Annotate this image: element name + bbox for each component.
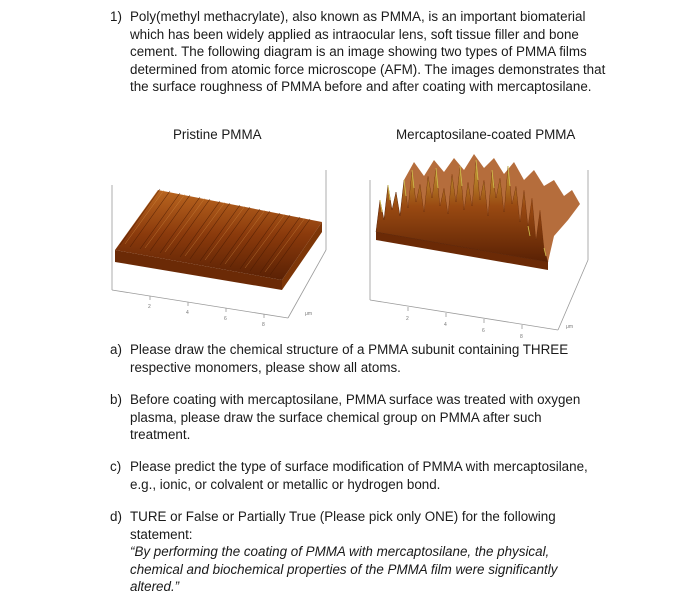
ticks-left [150,296,264,318]
part-text: Before coating with mercaptosilane, PMMA surface was treated with oxygen plasma, please draw the surface chemical group on PMMA after such treatment. [130,392,581,443]
part-quote: “By performing the coating of PMMA with mercaptosilane, the physical, chemical and biochemical properties of the PMMA film were significantly altered.” [130,544,558,595]
ticks-right [408,307,522,329]
tick-label: 4 [186,310,189,316]
tick-label: 8 [520,334,523,340]
part-label: b) [110,392,122,407]
tick-label: 4 [444,322,447,328]
tick-label: 2 [406,316,409,322]
question-text: Poly(methyl methacrylate), also known as PMMA, is an important biomaterial which has been widely applied as intraocular lens, soft tissue filler and bone cement. The following diagram is an image showing two types of PMMA films determined from atomic force microscope (AFM). The images demonstrates that the surface roughness of PMMA before and after coating with mercaptosilane. [130,9,606,95]
caption-coated: Mercaptosilane-coated PMMA [396,127,576,142]
part-label: c) [110,459,122,474]
part-text: Please draw the chemical structure of a PMMA subunit containing THREE respective monomers, please show all atoms. [130,342,569,375]
part-label: d) [110,509,122,524]
part-text: TURE or False or Partially True (Please pick only ONE) for the following statement: [130,509,556,542]
tick-label: 2 [148,304,151,310]
afm-image-coated [358,140,598,340]
axis-unit: μm [566,324,574,330]
question-number: 1) [110,9,122,24]
tick-label: 8 [262,322,265,328]
axis-unit: μm [305,311,313,317]
part-text: Please predict the type of surface modification of PMMA with mercaptosilane, e.g., ionic, or colvalent or metallic or hydrogen bond. [130,459,588,492]
caption-pristine: Pristine PMMA [173,127,262,142]
tick-label: 6 [482,328,485,334]
part-label: a) [110,342,122,357]
afm-image-pristine [100,140,340,330]
tick-label: 6 [224,316,227,322]
